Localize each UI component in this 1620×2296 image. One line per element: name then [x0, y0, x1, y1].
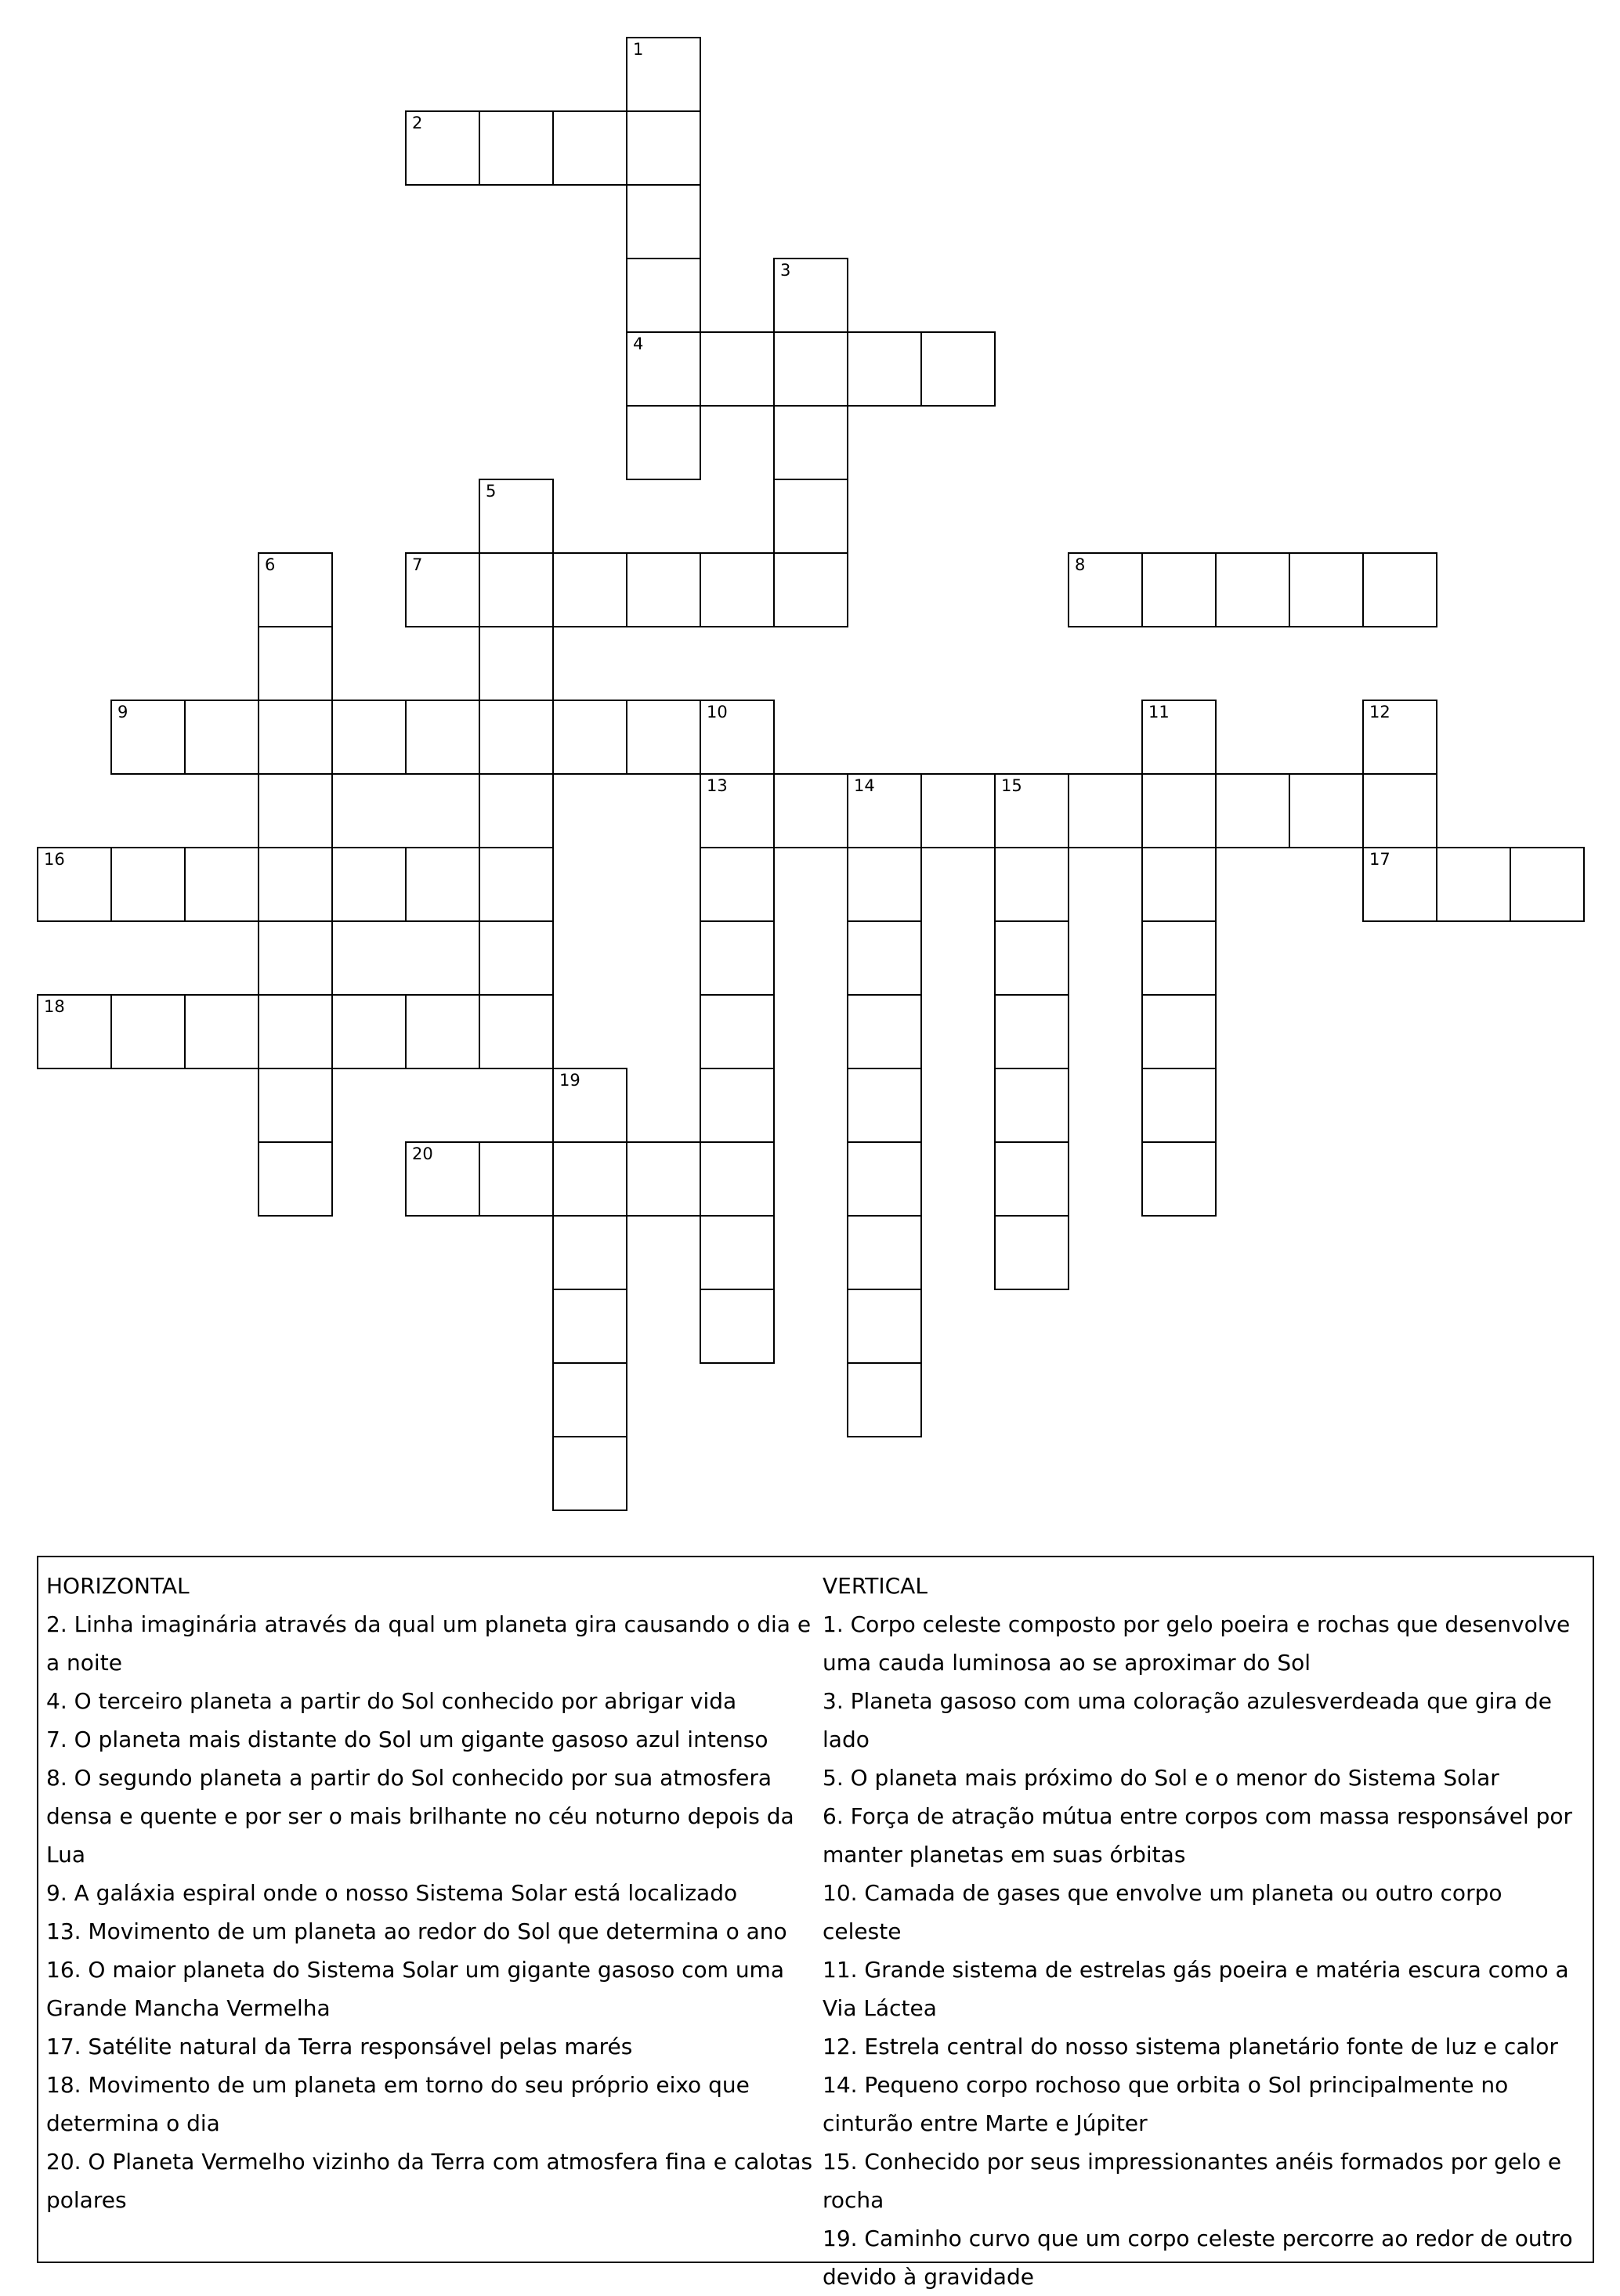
- crossword-cell[interactable]: [479, 552, 554, 627]
- crossword-cell[interactable]: [405, 847, 480, 922]
- clue-v-6: 6. Força de atração mútua entre corpos com massa responsável por manter planetas em suas órbitas: [823, 1803, 1573, 1868]
- crossword-cell[interactable]: [258, 994, 333, 1069]
- crossword-cell[interactable]: [37, 994, 112, 1069]
- clue-number: 20: [412, 1144, 433, 1163]
- crossword-cell[interactable]: [479, 479, 554, 554]
- crossword-cell[interactable]: [700, 847, 775, 922]
- crossword-cell[interactable]: [479, 700, 554, 775]
- clue-v-10: 10. Camada de gases que envolve um planeta ou outro corpo celeste: [823, 1880, 1502, 1944]
- clue-number: 18: [44, 997, 65, 1016]
- crossword-cell[interactable]: [994, 994, 1069, 1069]
- crossword-cell[interactable]: [700, 994, 775, 1069]
- crossword-cell[interactable]: [110, 700, 186, 775]
- crossword-cell[interactable]: [773, 773, 848, 848]
- crossword-cell[interactable]: [1362, 773, 1437, 848]
- crossword-cell[interactable]: [1068, 773, 1143, 848]
- vertical-title: VERTICAL: [823, 1573, 928, 1599]
- crossword-cell[interactable]: [847, 1141, 922, 1217]
- crossword-cell[interactable]: [773, 479, 848, 554]
- crossword-cell[interactable]: [552, 552, 627, 627]
- crossword-cell[interactable]: [847, 1289, 922, 1364]
- crossword-cell[interactable]: [552, 1362, 627, 1437]
- crossword-cell[interactable]: [552, 110, 627, 186]
- crossword-cell[interactable]: [1141, 1068, 1217, 1143]
- vertical-clues: [823, 1567, 1586, 2296]
- crossword-cell[interactable]: [920, 773, 996, 848]
- clue-h-16: 16. O maior planeta do Sistema Solar um gigante gasoso com uma Grande Mancha Vermelha: [46, 1957, 784, 2021]
- crossword-cell[interactable]: [626, 405, 701, 480]
- crossword-cell[interactable]: [773, 258, 848, 333]
- crossword-cell[interactable]: [773, 552, 848, 627]
- clue-number: 12: [1369, 703, 1390, 721]
- crossword-cell[interactable]: [552, 1436, 627, 1511]
- crossword-cell[interactable]: [847, 1362, 922, 1437]
- crossword-cell[interactable]: [479, 920, 554, 996]
- crossword-cell[interactable]: [1141, 700, 1217, 775]
- crossword-cell[interactable]: [626, 258, 701, 333]
- crossword-cell[interactable]: [700, 552, 775, 627]
- crossword-cell[interactable]: [1068, 552, 1143, 627]
- clue-number: 3: [780, 261, 791, 280]
- crossword-cell[interactable]: [1362, 847, 1437, 922]
- crossword-cell[interactable]: [552, 700, 627, 775]
- crossword-cell[interactable]: [994, 847, 1069, 922]
- crossword-cell[interactable]: [847, 920, 922, 996]
- clue-v-12: 12. Estrela central do nosso sistema planetário fonte de luz e calor: [823, 2034, 1558, 2059]
- clue-number: 16: [44, 850, 65, 869]
- crossword-cell[interactable]: [700, 1068, 775, 1143]
- clue-number: 15: [1001, 776, 1022, 795]
- crossword-cell[interactable]: [1510, 847, 1585, 922]
- crossword-cell[interactable]: [258, 700, 333, 775]
- clue-number: 6: [265, 555, 276, 574]
- crossword-cell[interactable]: [405, 552, 480, 627]
- clue-h-4: 4. O terceiro planeta a partir do Sol conhecido por abrigar vida: [46, 1688, 737, 1714]
- crossword-cell[interactable]: [110, 847, 186, 922]
- crossword-cell[interactable]: [258, 1141, 333, 1217]
- clue-number: 1: [633, 40, 644, 59]
- crossword-cell[interactable]: [773, 405, 848, 480]
- clue-number: 9: [118, 703, 128, 721]
- crossword-cell[interactable]: [331, 994, 407, 1069]
- crossword-cell[interactable]: [773, 331, 848, 407]
- crossword-cell[interactable]: [847, 994, 922, 1069]
- crossword-cell[interactable]: [626, 37, 701, 112]
- clue-number: 19: [559, 1071, 580, 1090]
- crossword-cell[interactable]: [552, 1068, 627, 1143]
- clue-h-17: 17. Satélite natural da Terra responsável pelas marés: [46, 2034, 633, 2059]
- clue-v-11: 11. Grande sistema de estrelas gás poeira e matéria escura como a Via Láctea: [823, 1957, 1569, 2021]
- crossword-cell[interactable]: [405, 994, 480, 1069]
- crossword-cell[interactable]: [700, 920, 775, 996]
- crossword-cell[interactable]: [847, 331, 922, 407]
- crossword-cell[interactable]: [405, 700, 480, 775]
- crossword-cell[interactable]: [1436, 847, 1511, 922]
- clue-number: 11: [1148, 703, 1170, 721]
- crossword-cell[interactable]: [1141, 1141, 1217, 1217]
- crossword-cell[interactable]: [1362, 700, 1437, 775]
- crossword-cell[interactable]: [258, 847, 333, 922]
- crossword-cell[interactable]: [552, 1215, 627, 1290]
- clue-number: 7: [412, 555, 423, 574]
- crossword-cell[interactable]: [1215, 552, 1290, 627]
- crossword-cell[interactable]: [1289, 552, 1364, 627]
- crossword-cell[interactable]: [331, 700, 407, 775]
- crossword-cell[interactable]: [184, 994, 259, 1069]
- crossword-cell[interactable]: [847, 1215, 922, 1290]
- crossword-cell[interactable]: [479, 110, 554, 186]
- crossword-cell[interactable]: [1362, 552, 1437, 627]
- crossword-cell[interactable]: [700, 1289, 775, 1364]
- crossword-cell[interactable]: [479, 847, 554, 922]
- crossword-cell[interactable]: [552, 1141, 627, 1217]
- crossword-cell[interactable]: [258, 552, 333, 627]
- crossword-cell[interactable]: [331, 847, 407, 922]
- crossword-cell[interactable]: [994, 1215, 1069, 1290]
- clue-number: 8: [1075, 555, 1086, 574]
- crossword-cell[interactable]: [994, 1141, 1069, 1217]
- crossword-cell[interactable]: [626, 552, 701, 627]
- crossword-cell[interactable]: [626, 331, 701, 407]
- crossword-cell[interactable]: [920, 331, 996, 407]
- crossword-cell[interactable]: [994, 1068, 1069, 1143]
- clue-v-1: 1. Corpo celeste composto por gelo poeira e rochas que desenvolve uma cauda luminosa ao se aproximar do Sol: [823, 1611, 1571, 1676]
- crossword-cell[interactable]: [700, 773, 775, 848]
- crossword-cell[interactable]: [110, 994, 186, 1069]
- clue-number: 2: [412, 114, 423, 132]
- clue-h-7: 7. O planeta mais distante do Sol um gigante gasoso azul intenso: [46, 1727, 768, 1752]
- crossword-cell[interactable]: [700, 1141, 775, 1217]
- crossword-cell[interactable]: [1141, 847, 1217, 922]
- crossword-cell[interactable]: [1141, 920, 1217, 996]
- crossword-cell[interactable]: [1141, 773, 1217, 848]
- horizontal-title: HORIZONTAL: [46, 1573, 190, 1599]
- clue-v-3: 3. Planeta gasoso com uma coloração azulesverdeada que gira de lado: [823, 1688, 1552, 1752]
- clue-h-2: 2. Linha imaginária através da qual um planeta gira causando o dia e a noite: [46, 1611, 812, 1676]
- clue-number: 14: [854, 776, 875, 795]
- crossword-cell[interactable]: [847, 1068, 922, 1143]
- clue-number: 10: [707, 703, 728, 721]
- clue-v-14: 14. Pequeno corpo rochoso que orbita o Sol principalmente no cinturão entre Marte e Júpiter: [823, 2072, 1509, 2136]
- clue-h-8: 8. O segundo planeta a partir do Sol conhecido por sua atmosfera densa e quente e por ser o mais brilhante no céu noturno depois da Lua: [46, 1765, 794, 1868]
- crossword-cell[interactable]: [479, 773, 554, 848]
- clue-h-9: 9. A galáxia espiral onde o nosso Sistema Solar está localizado: [46, 1880, 738, 1906]
- crossword-cell[interactable]: [1289, 773, 1364, 848]
- clue-h-20: 20. O Planeta Vermelho vizinho da Terra com atmosfera fina e calotas polares: [46, 2149, 813, 2213]
- crossword-cell[interactable]: [626, 1141, 701, 1217]
- crossword-cell[interactable]: [258, 773, 333, 848]
- crossword-cell[interactable]: [479, 994, 554, 1069]
- clue-number: 17: [1369, 850, 1390, 869]
- clue-h-18: 18. Movimento de um planeta em torno do seu próprio eixo que determina o dia: [46, 2072, 750, 2136]
- crossword-cell[interactable]: [479, 626, 554, 701]
- clue-number: 4: [633, 334, 644, 353]
- horizontal-clues: [46, 1567, 822, 2219]
- crossword-cell[interactable]: [994, 773, 1069, 848]
- crossword-cell[interactable]: [258, 1068, 333, 1143]
- clue-number: 13: [707, 776, 728, 795]
- crossword-cell[interactable]: [1215, 773, 1290, 848]
- clue-v-19: 19. Caminho curvo que um corpo celeste percorre ao redor de outro devido à gravidade: [823, 2225, 1573, 2290]
- crossword-cell[interactable]: [847, 773, 922, 848]
- clues-box: [37, 1556, 1594, 2290]
- crossword-cell[interactable]: [626, 184, 701, 259]
- crossword-cell[interactable]: [37, 847, 112, 922]
- crossword-cell[interactable]: [552, 1289, 627, 1364]
- crossword-cell[interactable]: [184, 700, 259, 775]
- clue-v-5: 5. O planeta mais próximo do Sol e o menor do Sistema Solar: [823, 1765, 1499, 1791]
- clue-number: 5: [486, 482, 497, 501]
- crossword-cell[interactable]: [994, 920, 1069, 996]
- crossword-cell[interactable]: [258, 920, 333, 996]
- crossword-cell[interactable]: [405, 110, 480, 186]
- crossword-cell[interactable]: [479, 1141, 554, 1217]
- crossword-cell[interactable]: [626, 110, 701, 186]
- crossword-cell[interactable]: [626, 700, 701, 775]
- clue-h-13: 13. Movimento de um planeta ao redor do Sol que determina o ano: [46, 1918, 787, 1944]
- clue-v-15: 15. Conhecido por seus impressionantes anéis formados por gelo e rocha: [823, 2149, 1562, 2213]
- crossword-cell[interactable]: [847, 847, 922, 922]
- crossword-cell[interactable]: [700, 1215, 775, 1290]
- crossword-cell[interactable]: [700, 700, 775, 775]
- crossword-cell[interactable]: [258, 626, 333, 701]
- crossword-cell[interactable]: [700, 331, 775, 407]
- crossword-cell[interactable]: [405, 1141, 480, 1217]
- crossword-cell[interactable]: [1141, 994, 1217, 1069]
- crossword-cell[interactable]: [184, 847, 259, 922]
- crossword-cell[interactable]: [1141, 552, 1217, 627]
